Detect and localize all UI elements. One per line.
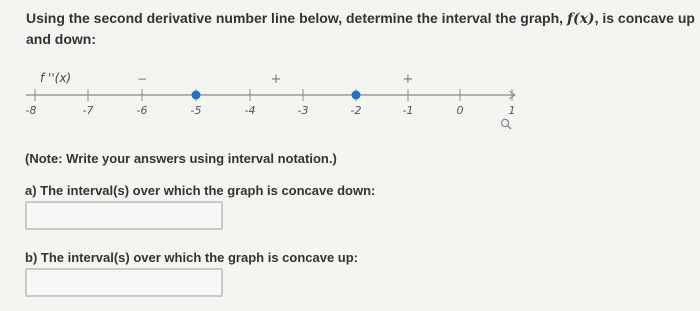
- part-b-label: b) The interval(s) over which the graph is concave up:: [25, 250, 359, 265]
- tick-label: -4: [244, 104, 256, 117]
- sign-marker: +: [402, 72, 414, 87]
- function-label: f ''(x): [40, 71, 72, 85]
- tick-label: 1: [508, 104, 516, 117]
- second-derivative-number-line: [0, 62, 700, 137]
- point-marker: [192, 91, 201, 100]
- question-text-after: , is concave up and down:: [26, 10, 695, 47]
- tick-label: -6: [136, 104, 148, 117]
- concave-down-answer-field[interactable]: [25, 201, 223, 230]
- tick-label: -8: [25, 104, 37, 117]
- note-text: (Note: Write your answers using interval notation.): [25, 151, 337, 166]
- zoom-icon[interactable]: [501, 119, 511, 129]
- part-a-label: a) The interval(s) over which the graph is concave down:: [25, 183, 376, 198]
- function-symbol: f(x): [566, 11, 595, 27]
- tick-label: -1: [402, 104, 414, 117]
- tick-label: -5: [190, 104, 202, 117]
- tick-label: -2: [350, 104, 362, 117]
- sign-marker: −: [136, 72, 148, 86]
- tick-label: -7: [82, 104, 94, 117]
- tick-label: -3: [297, 104, 309, 117]
- question-text: [26, 8, 696, 49]
- point-marker: [352, 91, 361, 100]
- question-text-before: Using the second derivative number line below, determine the interval the graph,: [26, 10, 567, 26]
- concave-up-answer-field[interactable]: [25, 268, 223, 297]
- tick-label: 0: [456, 104, 464, 117]
- sign-marker: +: [270, 72, 282, 87]
